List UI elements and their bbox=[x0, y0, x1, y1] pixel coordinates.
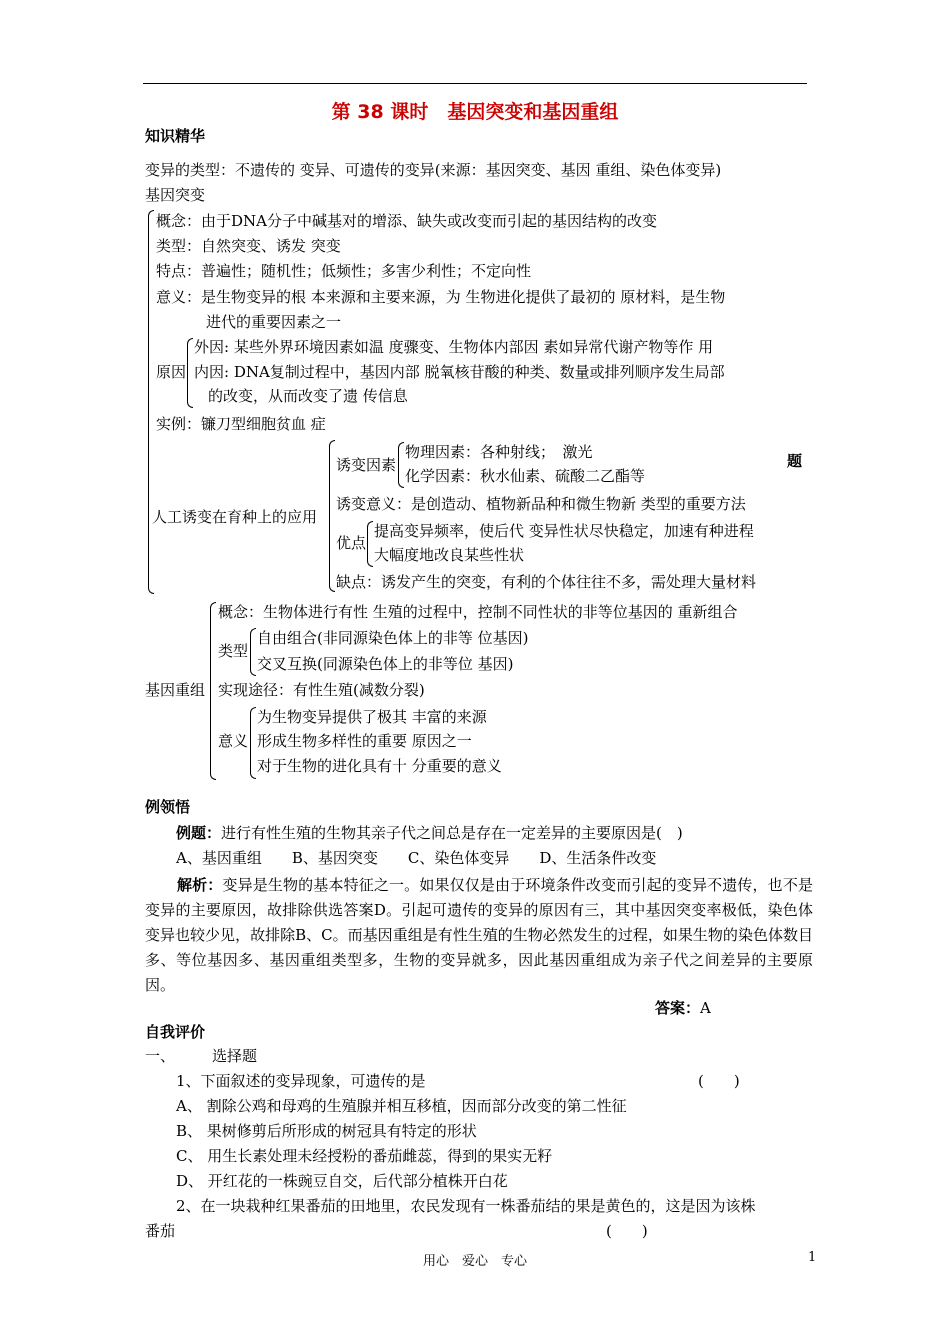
breeding-brace bbox=[329, 440, 335, 592]
recombination-meaning-1: 为生物变异提供了极其 丰富的来源 bbox=[257, 708, 487, 726]
recombination-brace bbox=[210, 602, 216, 780]
section-examples-heading: 例领悟 bbox=[145, 798, 191, 816]
example-question-label: 例题： bbox=[176, 824, 222, 842]
question-1-answer-blank: ( ) bbox=[698, 1072, 740, 1090]
cause-brace bbox=[187, 338, 193, 408]
example-analysis-text: 变异是生物的基本特征之一。如果仅仅是由于环境条件改变而引起的变异不遗传，也不是变异的主要原因，故排除供选答案D。引起可遗传的变异的原因有三，其中基因突变率极低，染色体变异也较少见，故排除B、C。而基因重组是有性生殖的生物必然发生的过程，如果生物的染色体数目多、等位基因多、基因重组类型多，生物的变异就多，因此基因重组成为亲子代之间差异的主要原因。 bbox=[145, 876, 813, 994]
question-1-option-b: B、 果树修剪后所形成的树冠具有特定的形状 bbox=[176, 1122, 477, 1140]
question-2-line-1: 2、在一块栽种红果番茄的田地里，农民发现有一株番茄结的果是黄色的，这是因为该株 bbox=[176, 1197, 756, 1215]
recombination-type-brace bbox=[250, 628, 256, 676]
recombination-type-1: 自由组合(非同源染色体上的非等 位基因) bbox=[257, 629, 529, 647]
advantage-2: 大幅度地改良某些性状 bbox=[374, 546, 525, 564]
question-1-option-d: D、 开红花的一株豌豆自交，后代部分植株开白花 bbox=[176, 1172, 508, 1190]
mutagen-brace bbox=[398, 442, 404, 488]
mutation-concept: 概念：由于DNA分子中碱基对的增添、缺失或改变而引起的基因结构的改变 bbox=[156, 212, 657, 230]
page-footer: 用心 爱心 专心 bbox=[422, 1254, 527, 1269]
mutagen-chemical: 化学因素：秋水仙素、硫酸二乙酯等 bbox=[405, 467, 646, 485]
example-question bbox=[176, 823, 683, 843]
example-analysis-label: 解析： bbox=[177, 876, 223, 894]
mutation-heading: 基因突变 bbox=[145, 186, 206, 204]
side-char: 题 bbox=[787, 452, 803, 470]
mutagen-meaning: 诱变意义：是创造动、植物新品种和微生物新 类型的重要方法 bbox=[336, 495, 746, 513]
recombination-meaning-brace bbox=[250, 707, 256, 779]
example-answer-label: 答案： bbox=[655, 999, 701, 1017]
example-answer bbox=[655, 998, 711, 1018]
header-rule bbox=[143, 83, 807, 84]
disadvantages: 缺点：诱发产生的突变，有利的个体往往不多，需处理大量材料 bbox=[336, 573, 757, 591]
recombination-heading: 基因重组 bbox=[145, 681, 206, 699]
cause-external: 外因: 某些外界环境因素如温 度骤变、生物体内部因 素如异常代谢产物等作 用 bbox=[194, 338, 714, 356]
variation-types-line: 变异的类型：不遗传的 变异、可遗传的变异(来源：基因突变、基因 重组、染色体变异) bbox=[145, 161, 722, 179]
question-2-answer-blank: ( ) bbox=[606, 1222, 648, 1240]
recombination-meaning-label: 意义 bbox=[218, 732, 249, 750]
question-1: 1、下面叙述的变异现象，可遗传的是 bbox=[176, 1072, 426, 1090]
breeding-label: 人工诱变在育种上的应用 bbox=[152, 508, 318, 526]
mutation-meaning-2: 进代的重要因素之一 bbox=[206, 313, 342, 331]
cause-label: 原因 bbox=[156, 363, 187, 381]
example-answer-value: A bbox=[700, 999, 711, 1017]
recombination-meaning-2: 形成生物多样性的重要 原因之一 bbox=[257, 732, 472, 750]
advantages-label: 优点 bbox=[336, 534, 367, 552]
section-self-eval-heading: 自我评价 bbox=[145, 1023, 206, 1041]
recombination-type-2: 交叉互换(同源染色体上的非等位 基因) bbox=[257, 655, 514, 673]
mutagen-label: 诱变因素 bbox=[336, 456, 397, 474]
page-number: 1 bbox=[808, 1250, 817, 1265]
recombination-way: 实现途径：有性生殖(减数分裂) bbox=[218, 681, 425, 699]
mutation-example: 实例：镰刀型细胞贫血 症 bbox=[156, 415, 326, 433]
cause-internal-2: 的改变，从而改变了遗 传信息 bbox=[208, 387, 408, 405]
recombination-concept: 概念：生物体进行有性 生殖的过程中，控制不同性状的非等位基因的 重新组合 bbox=[218, 603, 738, 621]
cause-internal-1: 内因: DNA复制过程中，基因内部 脱氧核苷酸的种类、数量或排列顺序发生局部 bbox=[194, 363, 725, 381]
mutagen-physical: 物理因素：各种射线； 激光 bbox=[405, 443, 593, 461]
mutation-meaning-1: 意义：是生物变异的根 本来源和主要来源，为 生物进化提供了最初的 原材料，是生物 bbox=[156, 288, 726, 306]
question-2-line-2: 番茄 bbox=[145, 1222, 176, 1240]
part-number: 一、 bbox=[145, 1047, 176, 1065]
mutation-types: 类型：自然突变、诱发 突变 bbox=[156, 237, 341, 255]
recombination-meaning-3: 对于生物的进化具有十 分重要的意义 bbox=[257, 757, 502, 775]
example-analysis bbox=[145, 873, 813, 998]
part-name: 选择题 bbox=[212, 1047, 258, 1065]
question-1-option-c: C、 用生长素处理未经授粉的番茄雌蕊，得到的果实无籽 bbox=[176, 1147, 553, 1165]
page-title: 第 38 课时 基因突变和基因重组 bbox=[331, 101, 619, 123]
mutation-features: 特点：普遍性；随机性；低频性；多害少利性；不定向性 bbox=[156, 262, 532, 280]
advantages-brace bbox=[367, 521, 373, 567]
example-question-text: 进行有性生殖的生物其亲子代之间总是存在一定差异的主要原因是( ) bbox=[221, 824, 683, 842]
example-options: A、基因重组 B、基因突变 C、染色体变异 D、生活条件改变 bbox=[176, 849, 657, 867]
question-1-option-a: A、 割除公鸡和母鸡的生殖腺并相互移植，因而部分改变的第二性征 bbox=[176, 1097, 627, 1115]
advantage-1: 提高变异频率，使后代 变异性状尽快稳定，加速有种进程 bbox=[374, 522, 754, 540]
section-knowledge-heading: 知识精华 bbox=[145, 127, 206, 145]
recombination-type-label: 类型 bbox=[218, 642, 249, 660]
mutation-brace bbox=[148, 210, 154, 594]
